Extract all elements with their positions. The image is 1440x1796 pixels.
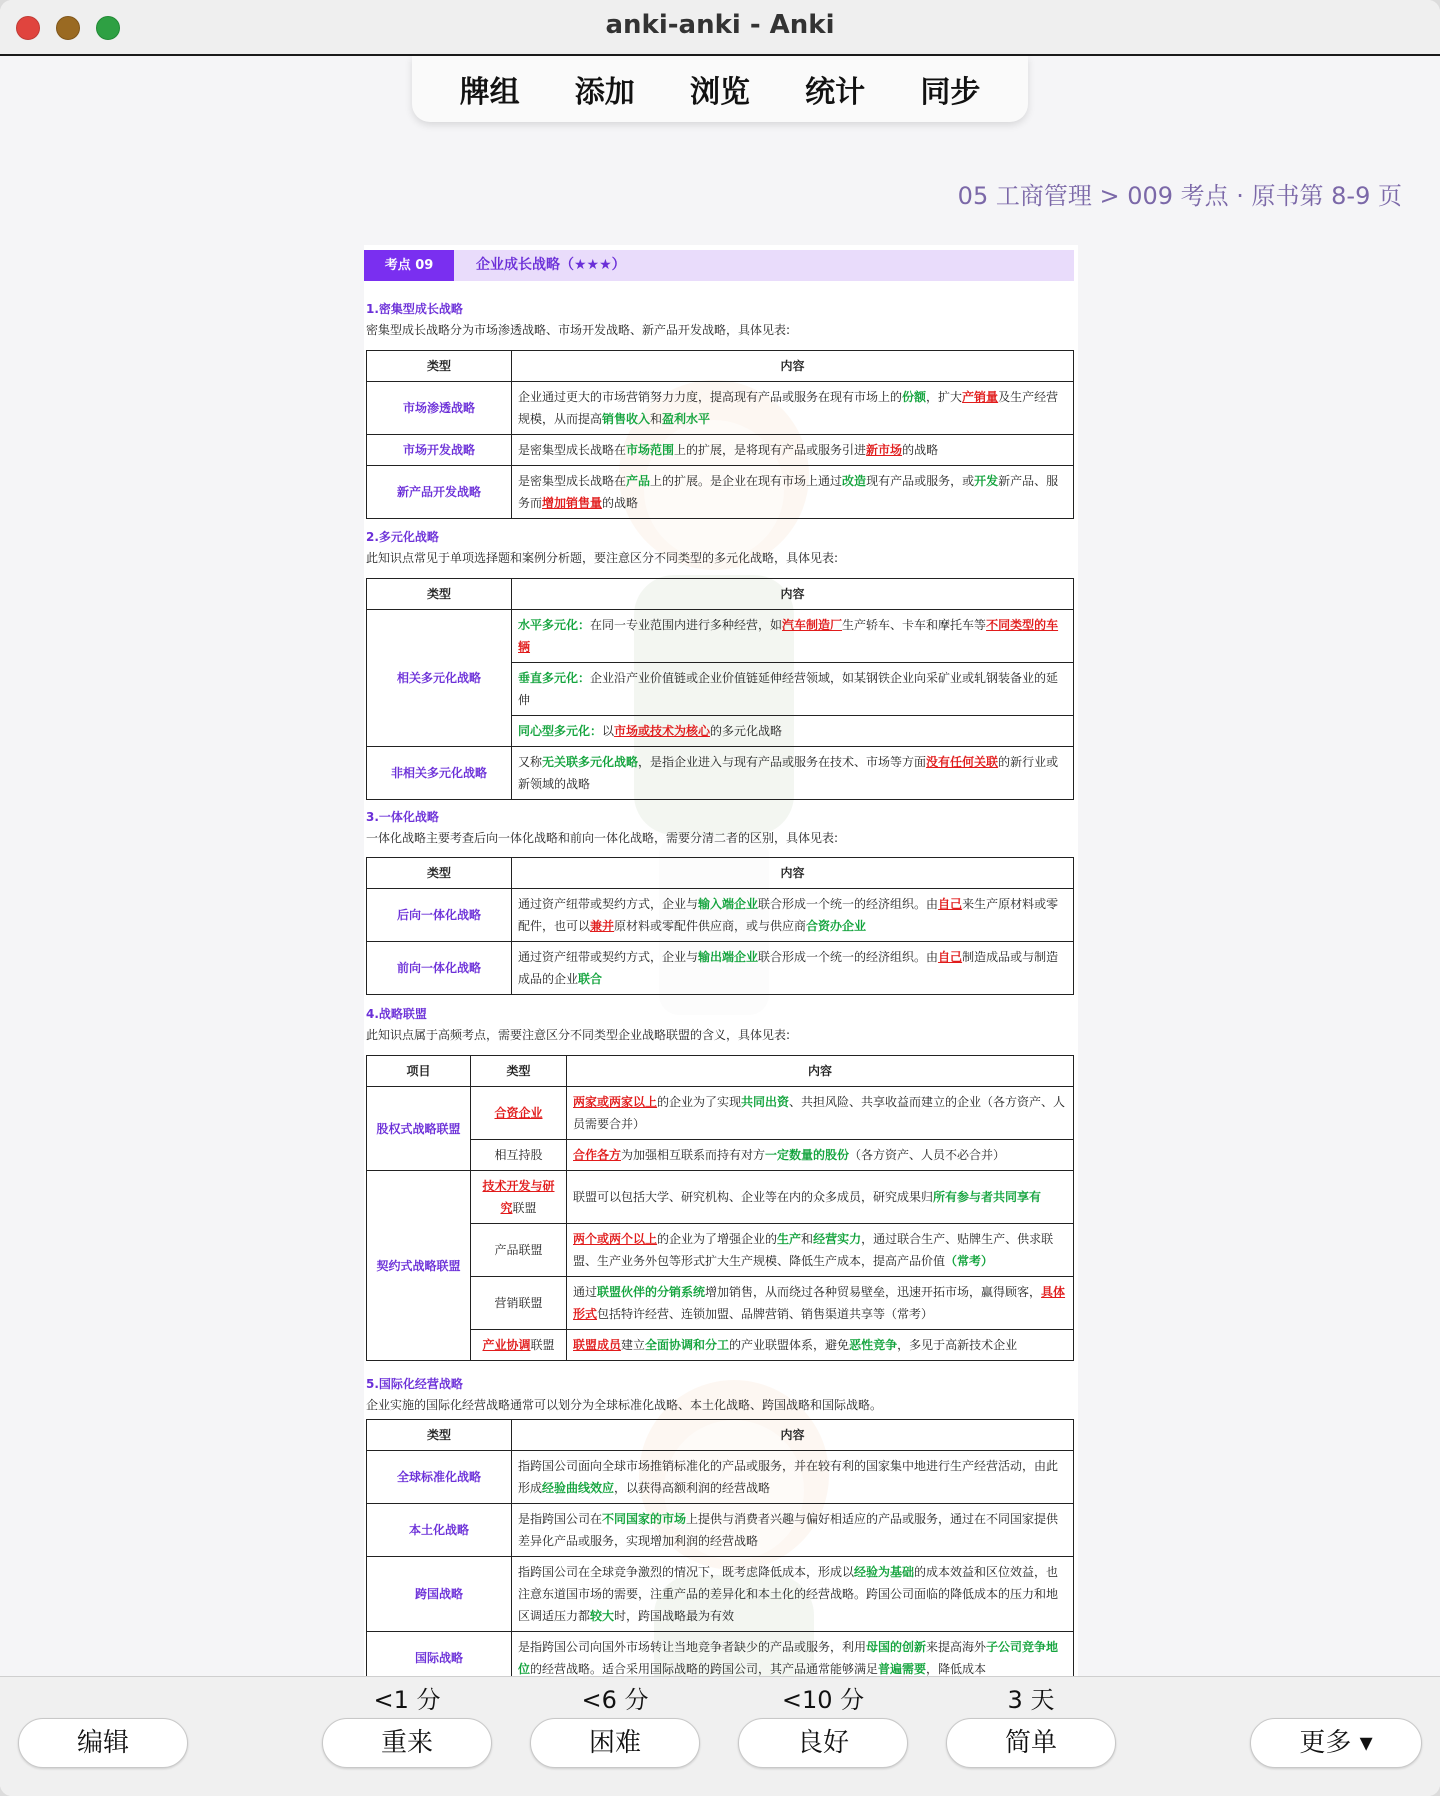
nav-browse[interactable]: 浏览: [689, 75, 750, 110]
text-segment: 的产业联盟体系，避免: [729, 1338, 850, 1352]
text-segment: 来生产原材料或零配件，也可以: [518, 897, 1059, 933]
row-label: 跨国战略: [367, 1557, 512, 1632]
text-segment: 技术开发与研究: [482, 1179, 555, 1215]
text-segment: 、共担风险、共享收益而建立的企业（各方资产、人员需要合并）: [573, 1095, 1066, 1131]
alliance-type: [471, 1087, 567, 1140]
row-label: 相关多元化战略: [367, 610, 512, 747]
good-button[interactable]: 良好: [738, 1718, 908, 1768]
text-segment: 新产品、服务而: [518, 474, 1059, 510]
text-segment: 制造成品或与制造成品的企业: [518, 950, 1059, 986]
table-row: [367, 1224, 1074, 1277]
row-content: [567, 1330, 1074, 1361]
text-segment: 的新行业或新领域的战略: [518, 755, 1059, 791]
section-4-intro: 此知识点属于高频考点，需要注意区分不同类型企业战略联盟的含义，具体见表:: [366, 1028, 791, 1042]
text-segment: 输出端企业: [698, 950, 759, 964]
table-row: [367, 1632, 1074, 1678]
row-content: [512, 466, 1074, 519]
row-content: [512, 889, 1074, 942]
header-content: 内容: [512, 579, 1074, 610]
text-segment: 产品联盟: [494, 1243, 543, 1257]
text-segment: 联盟: [530, 1338, 555, 1352]
text-segment: 相互持股: [494, 1148, 543, 1162]
hard-interval: <6 分: [581, 1686, 649, 1714]
header-type: 类型: [367, 1420, 512, 1451]
text-segment: 联合: [578, 972, 603, 986]
text-segment: 所有参与者共同享有: [933, 1190, 1042, 1204]
text-segment: 兼并: [590, 919, 615, 933]
text-segment: 输入端企业: [698, 897, 759, 911]
row-content: [512, 663, 1074, 716]
row-label: 后向一体化战略: [367, 889, 512, 942]
table-row: [367, 610, 1074, 663]
section-3-intro: 一体化战略主要考查后向一体化战略和前向一体化战略，需要分清二者的区别，具体见表:: [366, 831, 839, 845]
section-2-title: 2.多元化战略: [366, 530, 439, 544]
text-segment: 上的扩展，是将现有产品或服务引进: [674, 443, 867, 457]
text-segment: ，多见于高新技术企业: [897, 1338, 1018, 1352]
row-label: 非相关多元化战略: [367, 747, 512, 800]
text-segment: 来提高海外: [926, 1640, 987, 1654]
row-label: 全球标准化战略: [367, 1451, 512, 1504]
text-segment: 普遍需要: [878, 1662, 927, 1676]
table-row: [367, 466, 1074, 519]
table-row: [367, 1087, 1074, 1140]
header-type: 类型: [471, 1056, 567, 1087]
text-segment: 生产轿车、卡车和摩托车等: [842, 618, 987, 632]
text-segment: 改造: [842, 474, 867, 488]
text-segment: （各方资产、人员不必合并）: [849, 1148, 1006, 1162]
table-row: [367, 942, 1074, 995]
text-segment: 不同类型的车辆: [518, 618, 1059, 654]
section-1-title: 1.密集型成长战略: [366, 302, 463, 316]
text-segment: 产业协调: [482, 1338, 531, 1352]
text-segment: 自己: [938, 950, 963, 964]
row-content: [512, 382, 1074, 435]
text-segment: 上提供与消费者兴趣与偏好相适应的产品或服务，通过在不同国家提供差异化产品或服务，实现增加利润的经营战略: [518, 1512, 1059, 1548]
nav-add[interactable]: 添加: [574, 75, 635, 110]
row-label: 市场开发战略: [367, 435, 512, 466]
text-segment: 一定数量的股份: [765, 1148, 850, 1162]
text-segment: 全面协调和分工: [645, 1338, 730, 1352]
section-5-intro: 企业实施的国际化经营战略通常可以划分为全球标准化战略、本土化战略、跨国战略和国际战略。: [366, 1398, 883, 1412]
nav-stats[interactable]: 统计: [805, 75, 866, 110]
text-segment: 同心型多元化：: [518, 724, 603, 738]
again-interval: <1 分: [373, 1686, 441, 1714]
text-segment: 销售收入: [602, 412, 651, 426]
text-segment: 两家或两家以上: [573, 1095, 658, 1109]
text-segment: 上的扩展。是企业在现有市场上通过: [650, 474, 843, 488]
text-segment: 联盟成员: [573, 1338, 622, 1352]
row-content: [567, 1171, 1074, 1224]
text-segment: 产销量: [962, 390, 999, 404]
text-segment: 合作各方: [573, 1148, 622, 1162]
text-segment: 时，跨国战略最为有效: [614, 1609, 735, 1623]
table-row: [367, 435, 1074, 466]
good-interval: <10 分: [781, 1686, 865, 1714]
text-segment: 市场范围: [626, 443, 675, 457]
table-row: [367, 1504, 1074, 1557]
text-segment: 不同国家的市场: [602, 1512, 687, 1526]
row-content: [512, 1632, 1074, 1678]
text-segment: 又称: [518, 755, 543, 769]
section-5-title: 5.国际化经营战略: [366, 1377, 463, 1391]
header-content: 内容: [567, 1056, 1074, 1087]
alliance-type: [471, 1140, 567, 1171]
text-segment: 企业通过更大的市场营销努力力度，提高现有产品或服务在现有市场上的: [518, 390, 903, 404]
review-card: [364, 245, 1078, 1677]
text-segment: 共同出资: [741, 1095, 790, 1109]
row-content: [512, 1451, 1074, 1504]
text-segment: 的企业为了增强企业的: [657, 1232, 778, 1246]
section-1-intro: 密集型成长战略分为市场渗透战略、市场开发战略、新产品开发战略，具体见表:: [366, 323, 791, 337]
text-segment: 垂直多元化：: [518, 671, 591, 685]
text-segment: ，以获得高额利润的经营战略: [614, 1481, 771, 1495]
table-integration: [366, 857, 1074, 995]
text-segment: 通过: [573, 1285, 598, 1299]
alliance-type: [471, 1171, 567, 1224]
text-segment: ，扩大: [926, 390, 963, 404]
text-segment: 通过资产纽带或契约方式，企业与: [518, 897, 699, 911]
text-segment: ，降低成本: [926, 1662, 987, 1676]
text-segment: 是指跨国公司在: [518, 1512, 603, 1526]
row-content: [512, 1557, 1074, 1632]
table-internationalization: [366, 1419, 1074, 1677]
table-row: [367, 1330, 1074, 1361]
easy-button[interactable]: 简单: [946, 1718, 1116, 1768]
text-segment: 份额: [902, 390, 927, 404]
row-content: [567, 1087, 1074, 1140]
table-row: [367, 1451, 1074, 1504]
text-segment: 无关联多元化战略: [542, 755, 639, 769]
section-4-title: 4.战略联盟: [366, 1007, 427, 1021]
row-content: [567, 1140, 1074, 1171]
text-segment: 现有产品或服务，或: [866, 474, 975, 488]
text-segment: 联盟: [512, 1201, 537, 1215]
checkpoint-title: 企业成长战略（★★★）: [476, 257, 626, 273]
text-segment: （常考）: [945, 1254, 994, 1268]
text-segment: 产品: [626, 474, 651, 488]
text-segment: 新市场: [866, 443, 903, 457]
row-label: 新产品开发战略: [367, 466, 512, 519]
text-segment: 和: [801, 1232, 814, 1246]
window-title: anki-anki - Anki: [605, 10, 835, 40]
text-segment: 开发: [974, 474, 999, 488]
text-segment: 联盟可以包括大学、研究机构、企业等在内的众多成员，研究成果归: [573, 1190, 934, 1204]
text-segment: 的战略: [602, 496, 639, 510]
header-content: 内容: [512, 1420, 1074, 1451]
text-segment: 联盟伙伴的分销系统: [597, 1285, 706, 1299]
text-segment: 及生产经营规模，从而提高: [518, 390, 1059, 426]
row-label: 本土化战略: [367, 1504, 512, 1557]
text-segment: 企业沿产业价值链或企业价值链延伸经营领域，如某钢铁企业向采矿业或轧钢装备业的延伸: [518, 671, 1059, 707]
text-segment: 包括特许经营、连锁加盟、品牌营销、销售渠道共享等（常考）: [597, 1307, 934, 1321]
text-segment: 联合形成一个统一的经济组织。由: [758, 897, 939, 911]
alliance-type: [471, 1330, 567, 1361]
row-content: [567, 1277, 1074, 1330]
text-segment: 联合形成一个统一的经济组织。由: [758, 950, 939, 964]
text-segment: 通过资产纽带或契约方式，企业与: [518, 950, 699, 964]
easy-interval: 3 天: [1007, 1686, 1055, 1714]
table-strategic-alliance: [366, 1055, 1074, 1361]
text-segment: 的企业为了实现: [657, 1095, 742, 1109]
text-segment: 市场或技术为核心: [614, 724, 711, 738]
header-type: 类型: [367, 351, 512, 382]
table-row: [367, 1277, 1074, 1330]
text-segment: 合资办企业: [806, 919, 867, 933]
row-content: [567, 1224, 1074, 1277]
table-row: [367, 1140, 1074, 1171]
nav-decks[interactable]: 牌组: [459, 75, 520, 110]
header-content: 内容: [512, 858, 1074, 889]
alliance-type: [471, 1224, 567, 1277]
text-segment: 的经营战略。适合采用国际战略的跨国公司，其产品通常能够满足: [530, 1662, 879, 1676]
row-label: 契约式战略联盟: [367, 1171, 471, 1361]
checkpoint-header: [364, 250, 1074, 281]
header-content: 内容: [512, 351, 1074, 382]
text-segment: 增加销售，从而绕过各种贸易壁垒，迅速开拓市场，赢得顾客，: [705, 1285, 1042, 1299]
text-segment: 汽车制造厂: [782, 618, 843, 632]
table-row: [367, 1557, 1074, 1632]
text-segment: 是密集型成长战略在: [518, 474, 627, 488]
main-toolbar: [412, 56, 1028, 122]
table-row: [367, 889, 1074, 942]
row-label: 前向一体化战略: [367, 942, 512, 995]
edit-button[interactable]: 编辑: [18, 1718, 188, 1768]
text-segment: 水平多元化：: [518, 618, 591, 632]
text-segment: 较大: [590, 1609, 615, 1623]
row-label: 国际战略: [367, 1632, 512, 1678]
again-button[interactable]: 重来: [322, 1718, 492, 1768]
alliance-type: [471, 1277, 567, 1330]
text-segment: 和: [650, 412, 663, 426]
text-segment: 经营实力: [813, 1232, 862, 1246]
table-diversification: [366, 578, 1074, 800]
table-row: [367, 1171, 1074, 1224]
header-type: 类型: [367, 579, 512, 610]
text-segment: 盈利水平: [662, 412, 711, 426]
checkpoint-tag: 考点 09: [364, 250, 454, 281]
text-segment: 建立: [621, 1338, 646, 1352]
nav-sync[interactable]: 同步: [920, 75, 981, 110]
text-segment: ，是指企业进入与现有产品或服务在技术、市场等方面: [638, 755, 927, 769]
text-segment: 没有任何关联: [926, 755, 999, 769]
text-segment: 合资企业: [494, 1106, 543, 1120]
text-segment: 生产: [777, 1232, 802, 1246]
header-type: 类型: [367, 858, 512, 889]
row-label: 股权式战略联盟: [367, 1087, 471, 1171]
text-segment: 是指跨国公司向国外市场转让当地竞争者缺少的产品或服务，利用: [518, 1640, 867, 1654]
text-segment: 为加强相互联系而持有对方: [621, 1148, 766, 1162]
text-segment: 经验曲线效应: [542, 1481, 615, 1495]
more-button[interactable]: 更多 ▾: [1250, 1718, 1422, 1768]
hard-button[interactable]: 困难: [530, 1718, 700, 1768]
table-intensive-growth: [366, 350, 1074, 519]
text-segment: 原材料或零配件供应商，或与供应商: [614, 919, 807, 933]
text-segment: 指跨国公司面向全球市场推销标准化的产品或服务，并在较有利的国家集中地进行生产经营活动，由此形成: [518, 1459, 1059, 1495]
text-segment: 营销联盟: [494, 1296, 543, 1310]
text-segment: 自己: [938, 897, 963, 911]
header-item: 项目: [367, 1056, 471, 1087]
text-segment: 经验为基础: [854, 1565, 915, 1579]
text-segment: 两个或两个以上: [573, 1232, 658, 1246]
text-segment: 的多元化战略: [710, 724, 783, 738]
section-3-title: 3.一体化战略: [366, 810, 439, 824]
row-label: 市场渗透战略: [367, 382, 512, 435]
row-content: [512, 942, 1074, 995]
row-content: [512, 610, 1074, 663]
text-segment: 增加销售量: [542, 496, 603, 510]
text-segment: 恶性竞争: [849, 1338, 898, 1352]
answer-bar: [0, 1676, 1440, 1796]
row-content: [512, 435, 1074, 466]
row-content: [512, 716, 1074, 747]
text-segment: 以: [602, 724, 615, 738]
title-bar: [0, 0, 1440, 56]
text-segment: 指跨国公司在全球竞争激烈的情况下，既考虑降低成本，形成以: [518, 1565, 855, 1579]
section-2-intro: 此知识点常见于单项选择题和案例分析题，要注意区分不同类型的多元化战略，具体见表:: [366, 551, 839, 565]
table-row: [367, 747, 1074, 800]
text-segment: ，通过联合生产、贴牌生产、供求联盟、生产业务外包等形式扩大生产规模、降低生产成本，提高产品价值: [573, 1232, 1054, 1268]
text-segment: 子公司竞争地位: [518, 1640, 1059, 1676]
text-segment: 具体形式: [573, 1285, 1066, 1321]
text-segment: 的成本效益和区位效益，也注意东道国市场的需要，注重产品的差异化和本土化的经营战略。跨国公司面临的降低成本的压力和地区调适压力都: [518, 1565, 1059, 1623]
row-content: [512, 747, 1074, 800]
text-segment: 是密集型成长战略在: [518, 443, 627, 457]
text-segment: 母国的创新: [866, 1640, 927, 1654]
table-row: [367, 382, 1074, 435]
text-segment: 在同一专业范围内进行多种经营，如: [590, 618, 783, 632]
row-content: [512, 1504, 1074, 1557]
card-breadcrumb: 05 工商管理 > 009 考点 · 原书第 8-9 页: [957, 182, 1402, 210]
text-segment: 的战略: [902, 443, 939, 457]
